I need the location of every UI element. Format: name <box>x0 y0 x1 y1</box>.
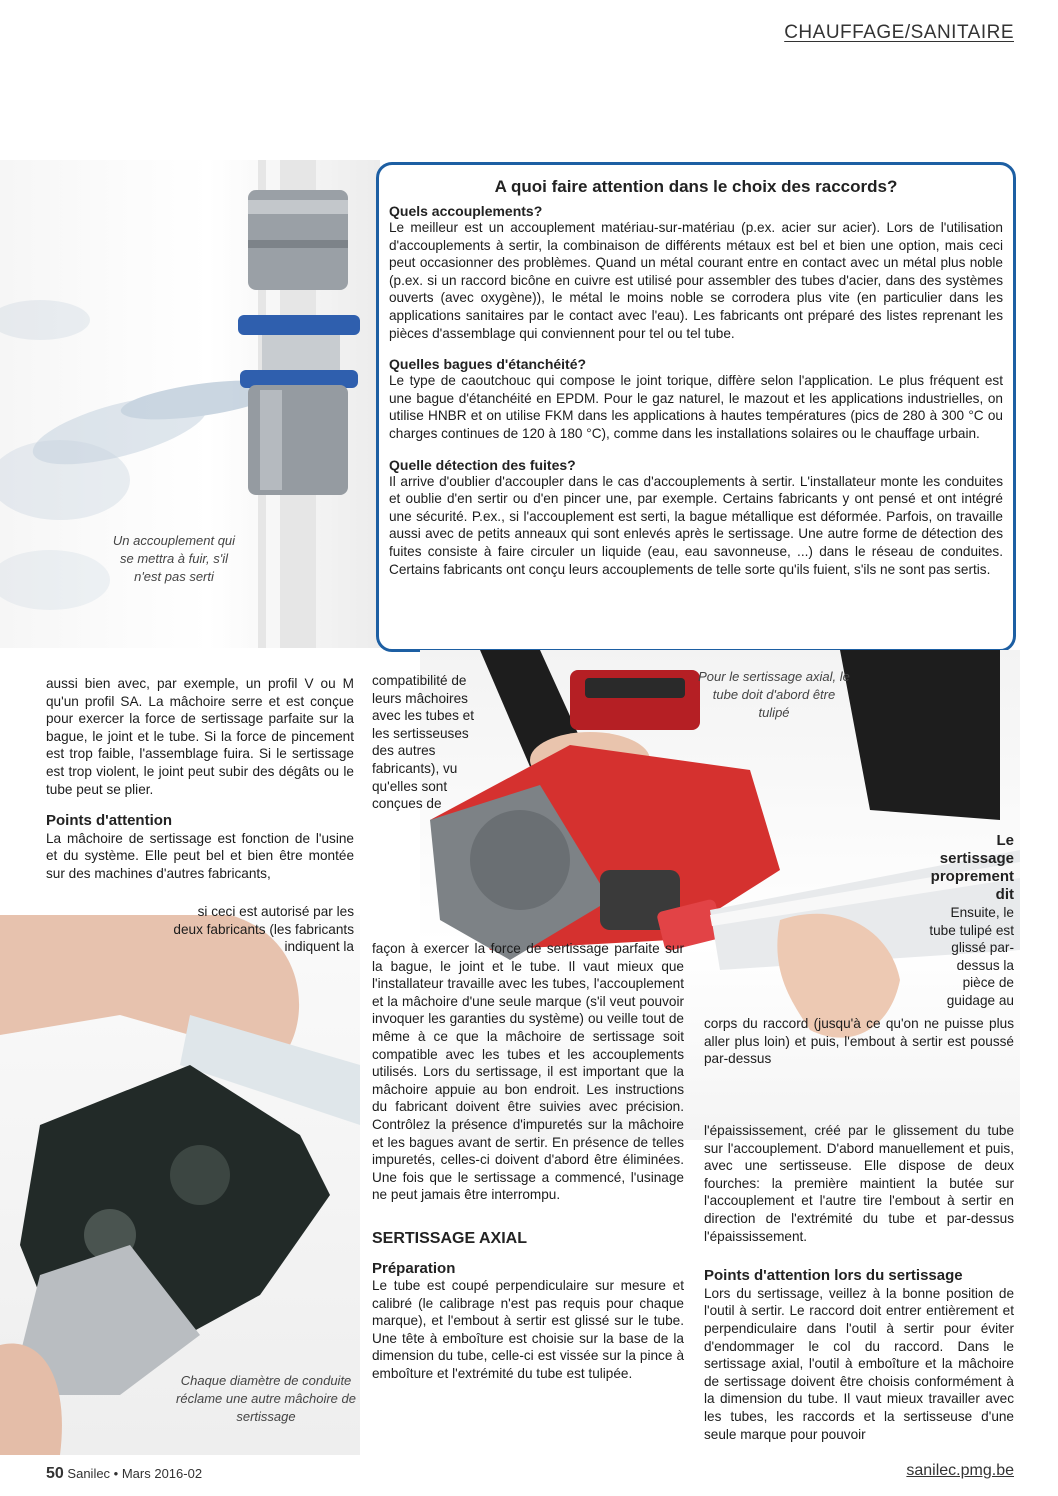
caption-press-jaw: Chaque diamètre de conduite réclame une autre mâchoire de sertissage <box>176 1373 356 1424</box>
info-section-text: Le meilleur est un accouplement matériau-sur-matériau (p.ex. acier sur acier). Lors de l'utilisation d'accouplements à sertir, la combinaison de différents métaux est bel et bien une option, mais ceci peut occasionner des problèmes. Quand un métal courant entre en contact avec un métal plus noble (p.ex. si un raccord bicône en cuivre est utilisé pour assembler des tubes d'acier, dans des systèmes ouverts (avec oxygène)), le métal le moins noble se corrodera plus vite (en particulier dans les applications sanitaires par le contact avec l'eau). Les fabricants ont préparé des listes reprenant les pièces d'assemblage qui conviennent pour tel ou tel tube. <box>389 220 1003 341</box>
info-section-leak-detection <box>389 457 1003 579</box>
page-number: 50 <box>46 1465 64 1482</box>
info-section-text: Le type de caoutchouc qui compose le joint torique, diffère selon l'application. Le plus fréquent est une bague d'étanchéité en EPDM. Pour le gaz naturel, le mazout et les applications industrielles, on utilise HNBR et on utilise FKM dans les applications à hautes températures (pics de 280 à 300 °C ou charges continues de 120 à 180 °C), comme dans les installations solaires ou le chauffage urbain. <box>389 373 1003 441</box>
column-2-narrow <box>372 672 474 813</box>
body-paragraph: Lors du sertissage, veillez à la bonne position de l'outil à sertir. Le raccord doit entrer entièrement et perpendiculaire dans l'outil à sertir pour éviter d'endommager le col du raccord. Dans le sertissage axial, l'outil à emboîture et la mâchoire de sertissage doivent être choisis conformément à la dimension du tube. Il vaut mieux travailler avec les tubes, les raccords et la sertisseuse d'une seule marque pour pouvoir <box>704 1285 1014 1442</box>
section-category: CHAUFFAGE/SANITAIRE <box>784 22 1014 43</box>
body-paragraph: corps du raccord (jusqu'à ce qu'on ne puisse plus aller plus loin) et puis, l'embout à sertir est poussé par-dessus <box>704 1016 1014 1067</box>
body-paragraph: Le tube est coupé perpendiculaire sur mesure et calibré (le calibrage n'est pas requis pour chaque marque), et l'embout à sertir est glissé sur le tube. Une tête à emboîture est choisie sur la base de la dimension du tube, celle-ci est vissée sur la pince à emboîture et l'extrémité du tube est tulipée. <box>372 1278 684 1382</box>
column-3-mid <box>704 1015 1014 1068</box>
subheading-preparation: Préparation <box>372 1259 456 1277</box>
info-box <box>376 162 1016 652</box>
info-section-heading: Quelles bagues d'étanchéité? <box>389 356 587 373</box>
column-1 <box>46 675 354 883</box>
caption-press-tool: Pour le sertissage axial, le tube doit d'abord être tulipé <box>698 669 850 720</box>
subheading-crimping-attention: Points d'attention lors du sertissage <box>704 1267 963 1285</box>
subheading-points-attention: Points d'attention <box>46 812 173 830</box>
body-paragraph: l'épaississement, créé par le glissement du tube sur l'accouplement. D'abord manuellement et puis, avec une sertisseuse. Elle dispose de deux fourches: la première maintient la butée sur l'accouplement et l'autre tire l'embout à sertir en direction de l'extrémité du tube et par-dessus l'épaississement. <box>704 1123 1014 1244</box>
info-section-couplings <box>389 203 1003 342</box>
info-section-seals <box>389 356 1003 442</box>
info-box-title: A quoi faire attention dans le choix des raccords? <box>494 177 898 196</box>
footer-left <box>46 1465 202 1483</box>
column-3-narrow <box>922 832 1014 1010</box>
info-section-heading: Quelle détection des fuites? <box>389 456 576 473</box>
body-paragraph: si ceci est autorisé par les deux fabricants (les fabricants indiquent la <box>173 904 354 955</box>
publication-info: Sanilec • Mars 2016-02 <box>67 1466 203 1481</box>
section-heading-axial: SERTISSAGE AXIAL <box>372 1229 527 1247</box>
info-section-text: Il arrive d'oublier d'accoupler dans le cas d'accouplements à sertir. L'installateur monte les conduites et oublie d'en sertir ou d'en pincer une, par exemple. Certains fabricants y ont pensé et ont intégré une sécurité. P.ex., si l'accouplement est serti, la bague métallique est déformée. Parfois, on travaille aussi avec de petits anneaux qui sont enlevés après le sertissage. Une autre forme de détection des fuites consiste à faire circuler un liquide (eau, eau savonneuse, ...) dans le réseau de conduites. Certains fabricants ont conçu leurs accouplements de telle sorte qu'ils fuient, s'ils ne sont pas sertis. <box>389 473 1003 577</box>
subheading-crimping: Le sertissage proprement dit <box>930 832 1014 903</box>
column-3 <box>704 1122 1014 1443</box>
body-paragraph: Ensuite, le tube tulipé est glissé par-dessus la pièce de guidage au <box>929 905 1014 1008</box>
body-paragraph: aussi bien avec, par exemple, un profil V ou M qu'un profil SA. La mâchoire serre et est conçue pour exercer la force de sertissage parfaite sur la bague, le joint et le tube. Si la force de pincement est trop faible, l'assemblage fuira. Si le sertissage est trop violent, le joint peut subir des dégâts ou le tube peut se plier. <box>46 676 354 797</box>
info-section-heading: Quels accouplements? <box>389 203 543 219</box>
body-paragraph: façon à exercer la force de sertissage parfaite sur la bague, le joint et le tube. Il vaut mieux que l'installateur travaille avec les tubes, l'accouplement et la mâchoire d'une seule marque (s'il veut pouvoir invoquer les garanties du système) ou veille tout de même à ce que la mâchoire de sertissage soit compatible avec les tubes et les accouplements utilisés. Lors du sertissage, il est important que la mâchoire appuie au bon endroit. Les instructions du fabricant doivent être suivies avec précision. Contrôlez la présence d'impuretés sur la mâchoire et les bagues avant de sertir. En présence de telles impuretés, celles-ci doivent d'abord être éliminées. Une fois que le sertissage a commencé, l'usinage ne peut jamais être interrompu. <box>372 941 684 1203</box>
website-link[interactable]: sanilec.pmg.be <box>906 1462 1014 1479</box>
column-2 <box>372 940 684 1383</box>
body-paragraph: compatibilité de leurs mâchoires avec les tubes et les sertisseuses des autres fabricants), vu qu'elles sont conçues de <box>372 673 475 812</box>
caption-leaking-fitting: Un accouplement qui se mettra à fuir, s'il n'est pas serti <box>112 533 236 584</box>
body-paragraph: La mâchoire de sertissage est fonction de l'usine et du système. Elle peut bel et bien être montée sur des machines d'autres fabricants, <box>46 830 354 881</box>
column-1-wrap <box>170 903 354 956</box>
